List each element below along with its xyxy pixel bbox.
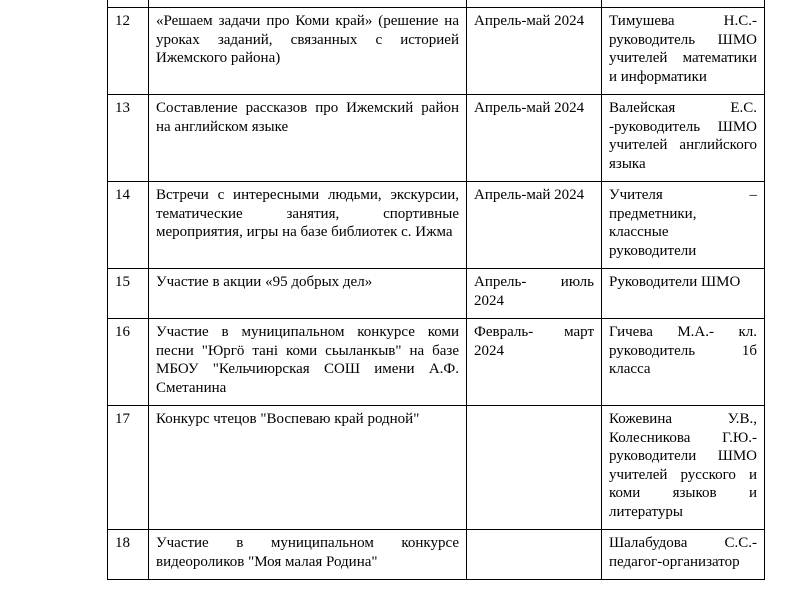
- events-table: [107, 0, 765, 580]
- activity-cell: «Решаем задачи про Коми край» (решение на уроках заданий, связанных с историей Ижемского района): [149, 8, 467, 95]
- table-row: [108, 8, 765, 95]
- responsible-cell: Шалабудова С.С.-педагог-организатор: [602, 530, 765, 580]
- table-row: [108, 182, 765, 269]
- row-number: [108, 0, 149, 8]
- date-cell: Февраль- март 2024: [467, 319, 602, 406]
- activity-cell: Конкурс чтецов "Воспеваю край родной": [149, 406, 467, 530]
- date-cell: Апрель-май 2024: [467, 95, 602, 182]
- row-number: 18: [108, 530, 149, 580]
- table-row: [108, 269, 765, 319]
- responsible-cell: Тимушева Н.С.-руководитель ШМО учителей математики и информатики: [602, 8, 765, 95]
- row-number: 14: [108, 182, 149, 269]
- table-row: [108, 319, 765, 406]
- responsible-cell: Гичева М.А.- кл. руководитель 1б класса: [602, 319, 765, 406]
- date-cell: Апрель-май 2024: [467, 8, 602, 95]
- row-number: 17: [108, 406, 149, 530]
- row-number: 15: [108, 269, 149, 319]
- date-cell: Апрель-май 2024: [467, 182, 602, 269]
- date-cell: Апрель- июль 2024: [467, 269, 602, 319]
- row-number: 13: [108, 95, 149, 182]
- responsible-cell: [602, 0, 765, 8]
- activity-cell: [149, 0, 467, 8]
- responsible-cell: Валейская Е.С. -руководитель ШМО учителей английского языка: [602, 95, 765, 182]
- activity-cell: Участие в акции «95 добрых дел»: [149, 269, 467, 319]
- row-number: 16: [108, 319, 149, 406]
- responsible-cell: Руководители ШМО: [602, 269, 765, 319]
- responsible-cell: Учителя – предметники, классные руководители: [602, 182, 765, 269]
- date-cell: [467, 406, 602, 530]
- table-row: [108, 530, 765, 580]
- responsible-cell: Кожевина У.В., Колесникова Г.Ю.-руководители ШМО учителей русского и коми языков и литературы: [602, 406, 765, 530]
- activity-cell: Участие в муниципальном конкурсе коми песни "Юргӧ тані коми сьыланкыв" на базе МБОУ "Кельчиюрская СОШ имени А.Ф. Сметанина: [149, 319, 467, 406]
- activity-cell: Составление рассказов про Ижемский район на английском языке: [149, 95, 467, 182]
- row-number: 12: [108, 8, 149, 95]
- activity-cell: Встречи с интересными людьми, экскурсии, тематические занятия, спортивные мероприятия, игры на базе библиотек с. Ижма: [149, 182, 467, 269]
- activity-cell: Участие в муниципальном конкурсе видеороликов "Моя малая Родина": [149, 530, 467, 580]
- table-row-partial: [108, 0, 765, 8]
- date-cell: [467, 0, 602, 8]
- table-row: [108, 95, 765, 182]
- date-cell: [467, 530, 602, 580]
- table-row: [108, 406, 765, 530]
